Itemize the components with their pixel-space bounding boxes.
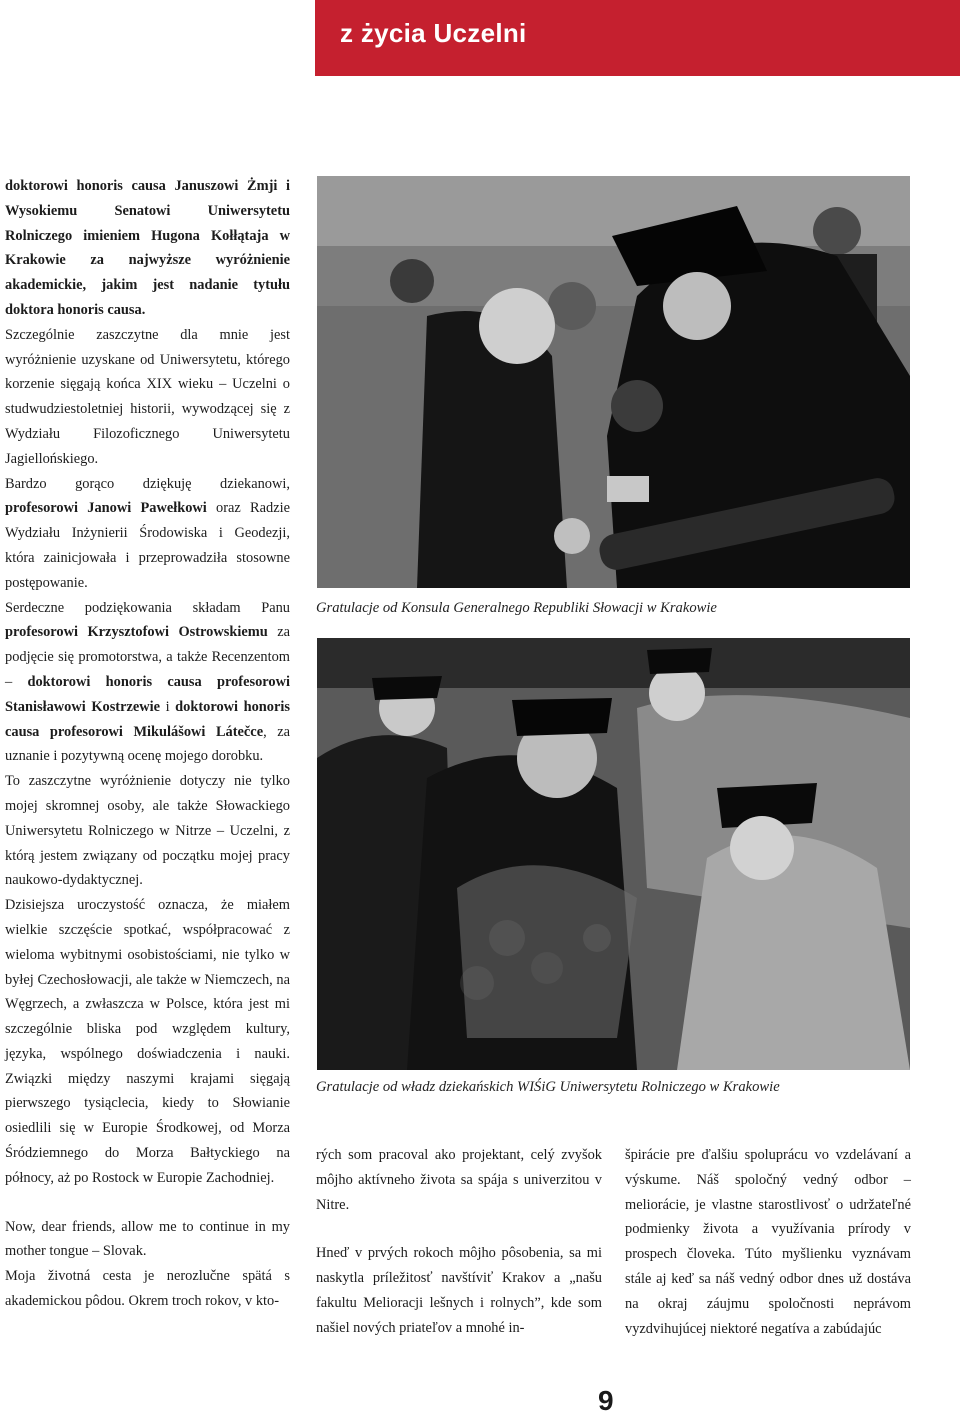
emphasis-name: doktorowi honoris causa profesorowi Mikulášowi Látečce: [5, 698, 290, 740]
photo-caption: Gratulacje od władz dziekańskich WIŚiG Uniwersytetu Rolniczego w Krakowie: [316, 1079, 780, 1095]
paragraph: Szczególnie zaszczytne dla mnie jest wyróżnienie uzyskane od Uniwersytetu, którego korzenie sięgają końca XIX wieku – Uczelni o studwudziestoletniej historii, wywodzącej się z Wydziału Filozoficznego Uniwersytetu Jagiellońskiego.: [5, 326, 290, 467]
text-run: i: [160, 698, 176, 715]
photo-caption: Gratulacje od Konsula Generalnego Republiki Słowacji w Krakowie: [316, 600, 717, 616]
page-number: 9: [598, 1385, 614, 1416]
right-text-column: [625, 1143, 911, 1341]
left-text-column: [5, 174, 290, 1314]
text-run: oraz Radzie Wydziału Inżynierii Środowiska i Geodezji, która zainicjowała i przeprowadziła stosowne postępowanie.: [5, 500, 290, 591]
emphasis-name: doktorowi honoris causa profesorowi Stanisławowi Kostrzewie: [5, 673, 290, 715]
paragraph: Hneď v prvých rokoch môjho pôsobenia, sa mi naskytla príležitosť navštíviť Krakov a „našu fakultu Melioracji lešnych i rolnych”, kde som našiel nových priateľov a mnohé in-: [316, 1245, 602, 1336]
paragraph: Dzisiejsza uroczystość oznacza, że miałem wielkie szczęście spotkać, współpracować z wieloma wybitnymi osobistościami, nie tylko w byłej Czechosłowacji, ale także w Niemczech, na Węgrzech, a zwłaszcza w Polsce, która jest mi szczególnie bliska pod względem kultury, języka, wspólnego doświadczenia i nauki. Związki między naszymi krajami sięgają pierwszego tysiąclecia, kiedy to Słowianie osiedlili się w Europie Środkowej, od Morza Śródziemnego do Morza Bałtyckiego na północy, aż po Rostock w Europie Zachodniej.: [5, 897, 290, 1186]
paragraph: Now, dear friends, allow me to continue in my mother tongue – Slovak.: [5, 1218, 290, 1260]
paragraph: [5, 174, 290, 323]
paragraph: To zaszczytne wyróżnienie dotyczy nie tylko mojej skromnej osoby, ale także Słowackiego Uniwersytetu Rolniczego w Nitrze – Uczelni, z którą jestem związany od początku mojej pracy naukowo-dydaktycznej.: [5, 773, 290, 889]
section-header-bar: [315, 0, 960, 76]
middle-text-column: [316, 1143, 602, 1341]
emphasis-name: profesorowi Janowi Pawełkowi: [5, 500, 207, 517]
paragraph: [5, 596, 290, 770]
paragraph: špirácie pre ďalšiu spoluprácu vo vzdelávaní a výskume. Náš spoločný vedný odbor – meliorácie, je vlastne starostlivosť o udržateľné podmienky života a využívania prírody v prospech človeka. Túto myšlienku vyznávam stále aj keď sa náš vedný odbor dnes už dostáva na okraj záujmu spoločnosti neprávom vyzdvihujúcej niektoré negatíva a zabúdajúc: [625, 1147, 911, 1337]
text-run: , za uznanie i pozytywną ocenę mojego dorobku.: [5, 723, 290, 765]
emphasis-name: profesorowi Krzysztofowi Ostrowskiemu: [5, 624, 268, 641]
text-run: za podjęcie się promotorstwa, a także Recenzentom –: [5, 624, 290, 690]
ceremony-photo-consul: [317, 176, 910, 588]
paragraph: Moja životná cesta je nerozlučne spätá s akademickou pôdou. Okrem troch rokov, v kto-: [5, 1268, 290, 1310]
paragraph-text: doktorowi honoris causa Januszowi Żmji i Wysokiemu Senatowi Uniwersytetu Rolniczego imieniem Hugona Kołłątaja w Krakowie za najwyższe wyróżnienie akademickie, jakim jest nadanie tytułu doktora honoris causa.: [5, 178, 290, 318]
text-run: Bardzo gorąco dziękuję dziekanowi,: [5, 475, 290, 492]
ceremony-photo-deans: [317, 638, 910, 1070]
paragraph: [5, 472, 290, 596]
paragraph: rých som pracoval ako projektant, celý zvyšok môjho aktívneho života sa spája s univerzitou v Nitre.: [316, 1147, 602, 1213]
text-run: Serdeczne podziękowania składam Panu: [5, 599, 290, 616]
section-title: z życia Uczelni: [340, 18, 527, 48]
